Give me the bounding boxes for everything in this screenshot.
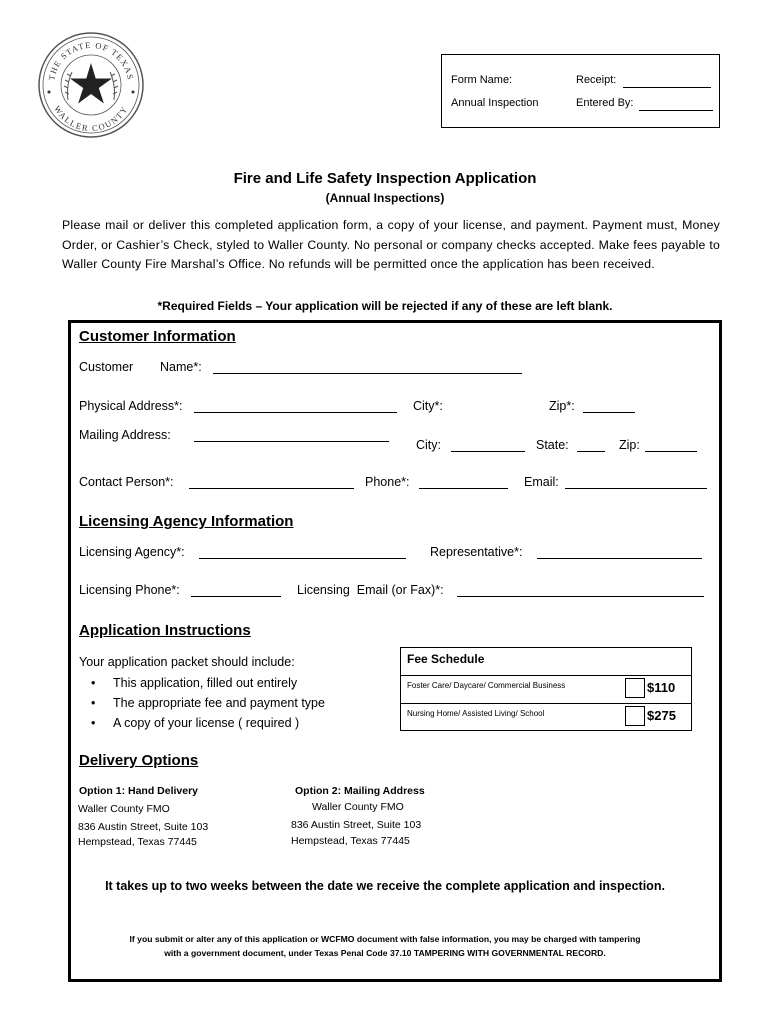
phone-field[interactable] xyxy=(419,488,508,489)
list-item: • A copy of your license ( required ) xyxy=(79,713,325,733)
licensing-email-field[interactable] xyxy=(457,596,704,597)
licensing-info-heading: Licensing Agency Information xyxy=(79,513,294,530)
customer-name-field[interactable] xyxy=(213,373,522,374)
seal-bottom-text: WALLER COUNTY xyxy=(52,103,130,134)
mailing-address-field[interactable] xyxy=(194,441,389,442)
seal-top-text: THE STATE OF TEXAS xyxy=(46,39,136,82)
option2-title: Option 2: Mailing Address xyxy=(295,785,425,797)
list-item: • The appropriate fee and payment type xyxy=(79,693,325,713)
customer-label: Customer xyxy=(79,360,134,374)
option1-line1: Waller County FMO xyxy=(78,803,170,815)
packet-list xyxy=(79,673,325,733)
mailing-zip-field[interactable] xyxy=(645,451,697,452)
mailing-city-field[interactable] xyxy=(451,451,525,452)
receipt-field[interactable] xyxy=(623,87,711,88)
entered-by-label: Entered By: xyxy=(576,97,634,109)
physical-zip-label: Zip*: xyxy=(549,399,575,413)
page-title: Fire and Life Safety Inspection Application xyxy=(233,170,537,187)
physical-city-label: City*: xyxy=(413,399,443,413)
representative-label: Representative*: xyxy=(430,545,523,559)
form-name-value: Annual Inspection xyxy=(451,97,539,109)
fee-checkbox-2[interactable] xyxy=(625,706,645,726)
contact-person-label: Contact Person*: xyxy=(79,475,174,489)
customer-name-label: Name*: xyxy=(160,360,202,374)
fee-schedule-heading: Fee Schedule xyxy=(407,652,485,666)
fee-row-label-1: Foster Care/ Daycare/ Commercial Business xyxy=(407,681,566,690)
mailing-state-label: State: xyxy=(536,438,569,452)
packet-intro: Your application packet should include: xyxy=(79,655,295,669)
intro-paragraph: Please mail or deliver this completed application form, a copy of your license, and payment. Payment must, Money Order, or Cashier’s Check, styled to Waller County. No personal or company checks accepted. Make fees payable to Waller County Fire Marshal’s Office. No refunds will be permitted once the application has been received. xyxy=(62,218,720,271)
option2-line2: 836 Austin Street, Suite 103 xyxy=(291,819,422,831)
licensing-phone-field[interactable] xyxy=(191,596,281,597)
processing-time-note: It takes up to two weeks between the date we receive the complete application and inspection. xyxy=(105,879,665,893)
delivery-options-heading: Delivery Options xyxy=(79,752,199,769)
licensing-email-label: Licensing Email (or Fax)*: xyxy=(297,583,444,597)
warning-line-1: If you submit or alter any of this application or WCFMO document with false information, you may be charged with tampering xyxy=(129,934,641,944)
office-use-box xyxy=(441,54,720,128)
customer-info-heading: Customer Information xyxy=(79,328,236,345)
email-label: Email: xyxy=(524,475,559,489)
list-item: • This application, filled out entirely xyxy=(79,673,325,693)
option2-line1: Waller County FMO xyxy=(312,801,404,813)
option1-title: Option 1: Hand Delivery xyxy=(79,785,199,797)
email-field[interactable] xyxy=(565,488,707,489)
mailing-state-field[interactable] xyxy=(577,451,605,452)
fee-amount-1: $110 xyxy=(647,680,676,695)
entered-by-field[interactable] xyxy=(639,110,713,111)
page-subtitle: (Annual Inspections) xyxy=(325,191,445,205)
option2-line3: Hempstead, Texas 77445 xyxy=(291,835,410,847)
mailing-city-label: City: xyxy=(416,438,441,452)
fee-row-label-2: Nursing Home/ Assisted Living/ School xyxy=(407,709,545,718)
star-icon xyxy=(70,63,112,104)
tampering-warning xyxy=(80,932,690,960)
representative-field[interactable] xyxy=(537,558,702,559)
licensing-phone-label: Licensing Phone*: xyxy=(79,583,180,597)
warning-line-2: with a government document, under Texas Penal Code 37.10 TAMPERING WITH GOVERNMENTAL RECORD. xyxy=(164,948,606,958)
physical-address-field[interactable] xyxy=(194,412,397,413)
mailing-address-label: Mailing Address: xyxy=(79,428,171,442)
licensing-agency-field[interactable] xyxy=(199,558,406,559)
licensing-agency-label: Licensing Agency*: xyxy=(79,545,185,559)
receipt-label: Receipt: xyxy=(576,74,617,86)
fee-schedule-table xyxy=(400,647,692,731)
contact-person-field[interactable] xyxy=(189,488,354,489)
mailing-zip-label: Zip: xyxy=(619,438,640,452)
option1-line2: 836 Austin Street, Suite 103 xyxy=(78,821,209,833)
physical-address-label: Physical Address*: xyxy=(79,399,183,413)
application-instructions-heading: Application Instructions xyxy=(79,622,251,639)
fee-checkbox-1[interactable] xyxy=(625,678,645,698)
form-name-label: Form Name: xyxy=(451,74,513,86)
phone-label: Phone*: xyxy=(365,475,410,489)
option1-line3: Hempstead, Texas 77445 xyxy=(78,836,197,848)
county-seal xyxy=(36,30,146,140)
required-fields-note: *Required Fields – Your application will be rejected if any of these are left blank. xyxy=(157,299,613,313)
physical-zip-field[interactable] xyxy=(583,412,635,413)
fee-amount-2: $275 xyxy=(647,708,676,723)
